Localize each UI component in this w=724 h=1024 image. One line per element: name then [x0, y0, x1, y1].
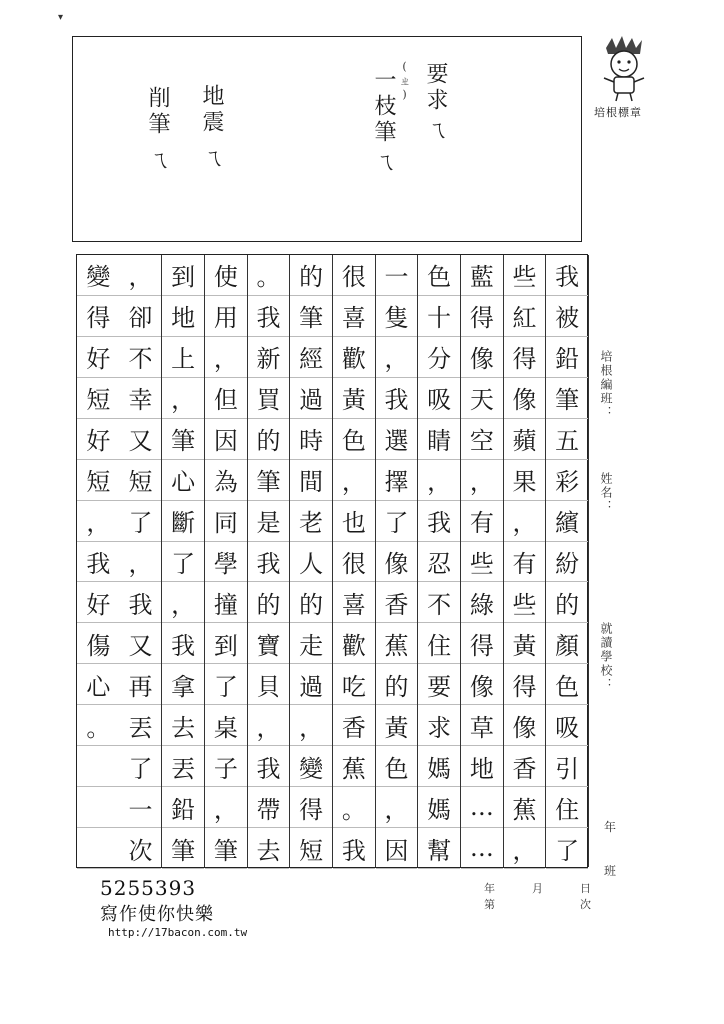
grid-cell: 黃: [376, 705, 418, 746]
grid-cell: ，: [162, 378, 204, 419]
grid-cell: 的: [248, 419, 290, 460]
grid-cell: 桌: [205, 705, 247, 746]
grid-cell: 貝: [248, 664, 290, 705]
grid-cell: 好: [77, 419, 120, 460]
grid-cell: 筆: [162, 828, 204, 869]
grid-cell: 的: [248, 582, 290, 623]
grid-cell: 像: [504, 378, 546, 419]
grid-cell: 了: [162, 542, 204, 583]
grid-cell: 的: [290, 582, 332, 623]
grid-cell: 吸: [546, 705, 588, 746]
grid-cell: 紅: [504, 296, 546, 337]
grid-cell: 我: [248, 542, 290, 583]
grid-cell: 色: [333, 419, 375, 460]
grid-cell: 的: [290, 255, 332, 296]
grid-cell: 我: [162, 623, 204, 664]
grid-cell: 地: [162, 296, 204, 337]
note-mark: ㄟ: [371, 150, 396, 176]
grid-cell: [77, 746, 120, 787]
grid-cell: 色: [546, 664, 588, 705]
grid-cell: 色: [418, 255, 460, 296]
grid-cell: 些: [504, 255, 546, 296]
grid-cell: 選: [376, 419, 418, 460]
grid-cell: …: [461, 828, 503, 869]
grid-cell: 丟: [162, 746, 204, 787]
count-suffix-label: 次: [580, 898, 591, 911]
grid-column: [418, 255, 461, 867]
grid-cell: 我: [418, 501, 460, 542]
note-mark: ㄟ: [199, 146, 224, 172]
grid-cell: 彩: [546, 460, 588, 501]
grid-cell: 蕉: [376, 623, 418, 664]
grid-cell: 。: [248, 255, 290, 296]
grid-cell: ，: [77, 501, 120, 542]
grid-cell: 睛: [418, 419, 460, 460]
grid-cell: 媽: [418, 787, 460, 828]
grid-cell: 撞: [205, 582, 247, 623]
grid-cell: 筆: [248, 460, 290, 501]
grid-cell: 得: [504, 664, 546, 705]
note-text: 要求: [423, 62, 448, 114]
grid-cell: 喜: [333, 582, 375, 623]
grid-cell: 五: [546, 419, 588, 460]
grid-cell: 空: [461, 419, 503, 460]
grid-cell: 要: [418, 664, 460, 705]
grid-cell: 黃: [504, 623, 546, 664]
class-label: 培根編班：: [599, 350, 613, 420]
grid-cell: ，: [504, 501, 546, 542]
grid-cell: 為: [205, 460, 247, 501]
grid-cell: 了: [205, 664, 247, 705]
website-url: http://17bacon.com.tw: [108, 926, 248, 939]
grid-cell: 蕉: [504, 787, 546, 828]
grid-cell: 了: [546, 828, 588, 869]
grid-cell: 幸: [120, 378, 162, 419]
grid-cell: 繽: [546, 501, 588, 542]
grid-column: [162, 255, 205, 867]
grid-cell: 隻: [376, 296, 418, 337]
grid-cell: 住: [418, 623, 460, 664]
grid-cell: 變: [290, 746, 332, 787]
grid-cell: 住: [546, 787, 588, 828]
grid-cell: 藍: [461, 255, 503, 296]
grid-column: [376, 255, 419, 867]
grid-cell: 心: [162, 460, 204, 501]
grid-column: [461, 255, 504, 867]
grid-cell: 得: [461, 296, 503, 337]
grid-cell: 到: [162, 255, 204, 296]
grid-cell: 不: [120, 337, 162, 378]
grid-cell: 因: [205, 419, 247, 460]
mascot-stamp: [594, 34, 654, 104]
corner-mark: ▾: [58, 12, 64, 23]
grid-cell: 。: [333, 787, 375, 828]
grid-cell: 去: [162, 705, 204, 746]
grid-cell: 的: [546, 582, 588, 623]
grid-cell: 黃: [333, 378, 375, 419]
grid-cell: 短: [290, 828, 332, 869]
grid-cell: 顏: [546, 623, 588, 664]
grid-cell: 好: [77, 337, 120, 378]
grid-cell: 擇: [376, 460, 418, 501]
grid-cell: 我: [546, 255, 588, 296]
grid-column: [546, 255, 589, 867]
grid-cell: 我: [77, 542, 120, 583]
grid-cell: 一: [120, 787, 162, 828]
grid-cell: 蘋: [504, 419, 546, 460]
grid-cell: 筆: [205, 828, 247, 869]
grid-cell: 像: [504, 705, 546, 746]
grid-cell: 十: [418, 296, 460, 337]
date-day-label: 日: [580, 882, 591, 895]
grid-cell: 像: [461, 337, 503, 378]
grid-cell: 拿: [162, 664, 204, 705]
grid-cell: 經: [290, 337, 332, 378]
essay-code: 5255393: [100, 876, 197, 900]
count-prefix-label: 第: [484, 898, 495, 911]
grid-cell: 分: [418, 337, 460, 378]
grid-cell: 不: [418, 582, 460, 623]
grid-cell: 得: [77, 296, 120, 337]
grid-column: [248, 255, 291, 867]
grid-cell: …: [461, 787, 503, 828]
vocabulary-notes-box: [72, 36, 582, 242]
grid-cell: 去: [248, 828, 290, 869]
grid-cell: 像: [461, 664, 503, 705]
grid-cell: 很: [333, 255, 375, 296]
grid-cell: 次: [120, 828, 162, 869]
grid-cell: 些: [461, 542, 503, 583]
school-label: 就讀學校：: [599, 622, 613, 692]
grid-cell: 斷: [162, 501, 204, 542]
note-text: 削筆: [145, 86, 170, 138]
grid-cell: 媽: [418, 746, 460, 787]
grid-cell: 些: [504, 582, 546, 623]
grid-cell: ，: [120, 255, 162, 296]
grid-cell: 鉛: [162, 787, 204, 828]
grid-cell: 香: [376, 582, 418, 623]
grid-cell: 心: [77, 664, 120, 705]
grid-cell: 很: [333, 542, 375, 583]
grid-cell: 再: [120, 664, 162, 705]
note-annotation: (ㄓ): [398, 60, 411, 103]
grid-cell: 色: [376, 746, 418, 787]
stamp-caption: 培根標章: [594, 106, 642, 119]
grid-cell: [77, 828, 120, 869]
grid-column: [205, 255, 248, 867]
grid-cell: 間: [290, 460, 332, 501]
grid-cell: 吃: [333, 664, 375, 705]
grid-cell: ，: [461, 460, 503, 501]
grid-cell: 短: [120, 460, 162, 501]
grid-cell: 了: [120, 746, 162, 787]
grid-cell: 得: [504, 337, 546, 378]
date-month-label: 月: [532, 882, 543, 895]
grid-cell: 得: [290, 787, 332, 828]
grid-cell: 的: [376, 664, 418, 705]
grid-cell: 學: [205, 542, 247, 583]
grid-cell: 丟: [120, 705, 162, 746]
grid-cell: ，: [290, 705, 332, 746]
grid-column: [77, 255, 120, 867]
grid-column: [290, 255, 333, 867]
grid-cell: 香: [504, 746, 546, 787]
grid-column: [120, 255, 163, 867]
grid-cell: 天: [461, 378, 503, 419]
grid-cell: 卻: [120, 296, 162, 337]
grid-cell: 得: [461, 623, 503, 664]
grid-cell: ，: [376, 787, 418, 828]
grid-cell: 地: [461, 746, 503, 787]
name-label: 姓名：: [599, 472, 613, 514]
grid-cell: 一: [376, 255, 418, 296]
grid-cell: 像: [376, 542, 418, 583]
grid-cell: 求: [418, 705, 460, 746]
grid-cell: 時: [290, 419, 332, 460]
grid-cell: 短: [77, 460, 120, 501]
grid-cell: ，: [333, 460, 375, 501]
grid-cell: 寶: [248, 623, 290, 664]
grid-cell: 歡: [333, 623, 375, 664]
grid-cell: 我: [333, 828, 375, 869]
essay-grid: [76, 254, 588, 868]
grid-cell: ，: [418, 460, 460, 501]
grid-cell: 過: [290, 378, 332, 419]
slogan: 寫作使你快樂: [100, 904, 214, 925]
grid-cell: 筆: [290, 296, 332, 337]
grid-cell: 我: [248, 746, 290, 787]
grid-cell: 筆: [546, 378, 588, 419]
note-mark: ㄟ: [423, 118, 448, 144]
grid-cell: ，: [248, 705, 290, 746]
grid-cell: 用: [205, 296, 247, 337]
grid-cell: 買: [248, 378, 290, 419]
grid-cell: 到: [205, 623, 247, 664]
grid-cell: 忍: [418, 542, 460, 583]
grid-cell: [77, 787, 120, 828]
grid-cell: 但: [205, 378, 247, 419]
mascot-icon: [594, 34, 654, 104]
grid-cell: 因: [376, 828, 418, 869]
grid-cell: 我: [248, 296, 290, 337]
grid-cell: 綠: [461, 582, 503, 623]
grid-cell: ，: [162, 582, 204, 623]
grid-cell: 子: [205, 746, 247, 787]
grid-cell: 喜: [333, 296, 375, 337]
grid-cell: 又: [120, 623, 162, 664]
grid-cell: 了: [376, 501, 418, 542]
grid-cell: ，: [205, 337, 247, 378]
grid-cell: 我: [376, 378, 418, 419]
grid-cell: 帶: [248, 787, 290, 828]
grid-cell: 人: [290, 542, 332, 583]
grid-cell: ，: [205, 787, 247, 828]
date-year-label: 年: [484, 882, 495, 895]
grid-cell: 走: [290, 623, 332, 664]
grid-cell: 又: [120, 419, 162, 460]
grid-cell: 有: [504, 542, 546, 583]
grid-cell: 傷: [77, 623, 120, 664]
grid-cell: 草: [461, 705, 503, 746]
grid-cell: ，: [120, 542, 162, 583]
grid-cell: 變: [77, 255, 120, 296]
grid-cell: ，: [376, 337, 418, 378]
grid-cell: 。: [77, 705, 120, 746]
grid-cell: 引: [546, 746, 588, 787]
grid-cell: 有: [461, 501, 503, 542]
grid-cell: 短: [77, 378, 120, 419]
grid-cell: ，: [504, 828, 546, 869]
grid-column: [504, 255, 547, 867]
grid-cell: 歡: [333, 337, 375, 378]
grid-cell: 吸: [418, 378, 460, 419]
grid-cell: 過: [290, 664, 332, 705]
class-suffix-label: 班: [604, 864, 617, 878]
grid-cell: 是: [248, 501, 290, 542]
note-mark: ㄟ: [145, 148, 170, 174]
grid-cell: 蕉: [333, 746, 375, 787]
grade-label: 年: [604, 820, 617, 834]
note-text: 地震: [199, 84, 224, 136]
grid-cell: 同: [205, 501, 247, 542]
grid-cell: 老: [290, 501, 332, 542]
grid-cell: 筆: [162, 419, 204, 460]
grid-cell: 也: [333, 501, 375, 542]
grid-cell: 鉛: [546, 337, 588, 378]
grid-cell: 使: [205, 255, 247, 296]
grid-cell: 香: [333, 705, 375, 746]
grid-cell: 我: [120, 582, 162, 623]
grid-cell: 好: [77, 582, 120, 623]
grid-cell: 紛: [546, 542, 588, 583]
grid-cell: 了: [120, 501, 162, 542]
grid-cell: 幫: [418, 828, 460, 869]
grid-cell: 果: [504, 460, 546, 501]
grid-cell: 新: [248, 337, 290, 378]
grid-column: [333, 255, 376, 867]
grid-cell: 被: [546, 296, 588, 337]
note-text: 一枝筆: [371, 68, 396, 146]
grid-cell: 上: [162, 337, 204, 378]
